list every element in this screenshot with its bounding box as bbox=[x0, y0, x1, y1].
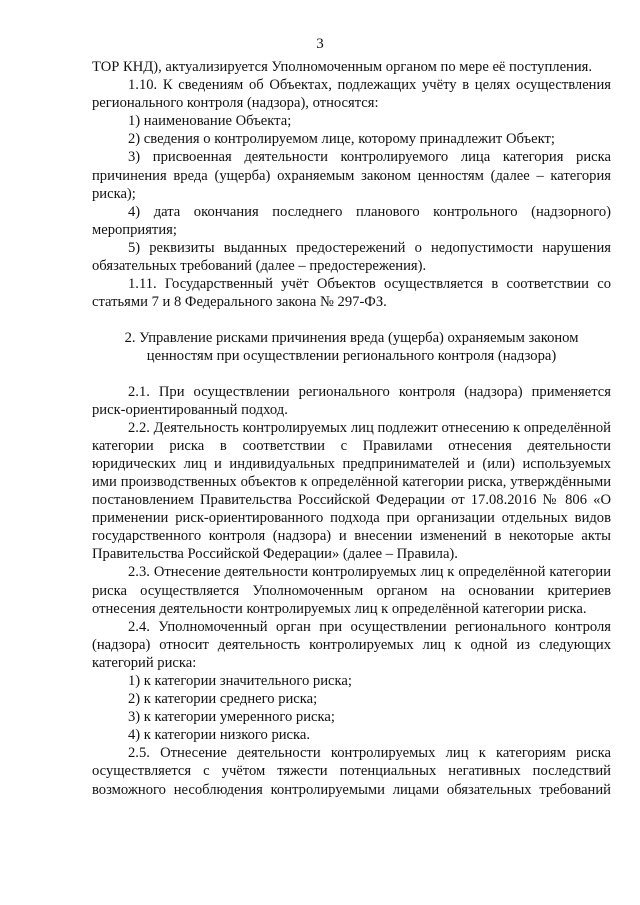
paragraph: 2.1. При осуществлении регионального контроля (надзора) применяется риск-ориентированный подход. bbox=[92, 383, 611, 418]
paragraph: 2.5. Отнесение деятельности контролируемых лиц к категориям риска осуществляется с учётом тяжести потенциальных негативных последствий возможного несоблюдения контролируемыми лицами обязательных требований bbox=[92, 745, 611, 798]
paragraph: 1) к категории значительного риска; bbox=[128, 673, 352, 689]
paragraph: 2) сведения о контролируемом лице, которому принадлежит Объект; bbox=[128, 131, 555, 148]
paragraph: 4) к категории низкого риска. bbox=[128, 727, 311, 744]
paragraph: ТОР КНД), актуализируется Уполномоченным органом по мере её поступления. bbox=[92, 59, 593, 75]
paragraph: 5) реквизиты выданных предостережений о недопустимости нарушения обязательных требований (далее – предостережения). bbox=[92, 239, 611, 275]
paragraph: 2.2. Деятельность контролируемых лиц подлежит отнесению к определённой категории риска в соответствии с Правилами отнесения деятельности юридических лиц и индивидуальных предпринимателей и (или) используемых ими производственных объектов к определённой категории риска, утверждёнными постановлением Правительства Российской Федерации от 17.08.2016 № 806 «О применении риск-ориентированного подхода при организации отдельных видов государственного контроля (надзора) и внесении изменений в некоторые акты Правительства Российской Федерации» (далее – Правила). bbox=[92, 419, 611, 563]
paragraph: 2.4. Уполномоченный орган при осуществлении регионального контроля (надзора) относит деятельность контролируемых лиц к одной из следующих категорий риска: bbox=[92, 618, 611, 671]
section-1-continuation bbox=[92, 58, 611, 311]
page-number: 3 bbox=[316, 36, 324, 52]
paragraph: 2) к категории среднего риска; bbox=[128, 691, 318, 708]
paragraph: 4) дата окончания последнего планового контрольного (надзорного) мероприятия; bbox=[92, 203, 611, 238]
paragraph: 1.11. Государственный учёт Объектов осуществляется в соответствии со статьями 7 и 8 Федерального закона № 297-ФЗ. bbox=[92, 276, 611, 311]
paragraph: 3) к категории умеренного риска; bbox=[128, 709, 335, 726]
paragraph: 3) присвоенная деятельности контролируемого лица категория риска причинения вреда (ущерба) охраняемым законом ценностям (далее – категория риска); bbox=[92, 149, 611, 202]
paragraph: 1.10. К сведениям об Объектах, подлежащих учёту в целях осуществления регионального контроля (надзора), относятся: bbox=[92, 77, 611, 112]
section-heading: 2. Управление рисками причинения вреда (ущерба) охраняемым законом ценностям при осуществлении регионального контроля (надзора) bbox=[124, 330, 579, 365]
paragraph: 1) наименование Объекта; bbox=[128, 113, 292, 130]
paragraph: 2.3. Отнесение деятельности контролируемых лиц к определённой категории риска осуществляется Уполномоченным органом на основании критериев отнесения деятельности контролируемых лиц к определённой категории риска. bbox=[92, 564, 611, 617]
section-2-body bbox=[92, 383, 611, 799]
document-body bbox=[92, 58, 611, 799]
